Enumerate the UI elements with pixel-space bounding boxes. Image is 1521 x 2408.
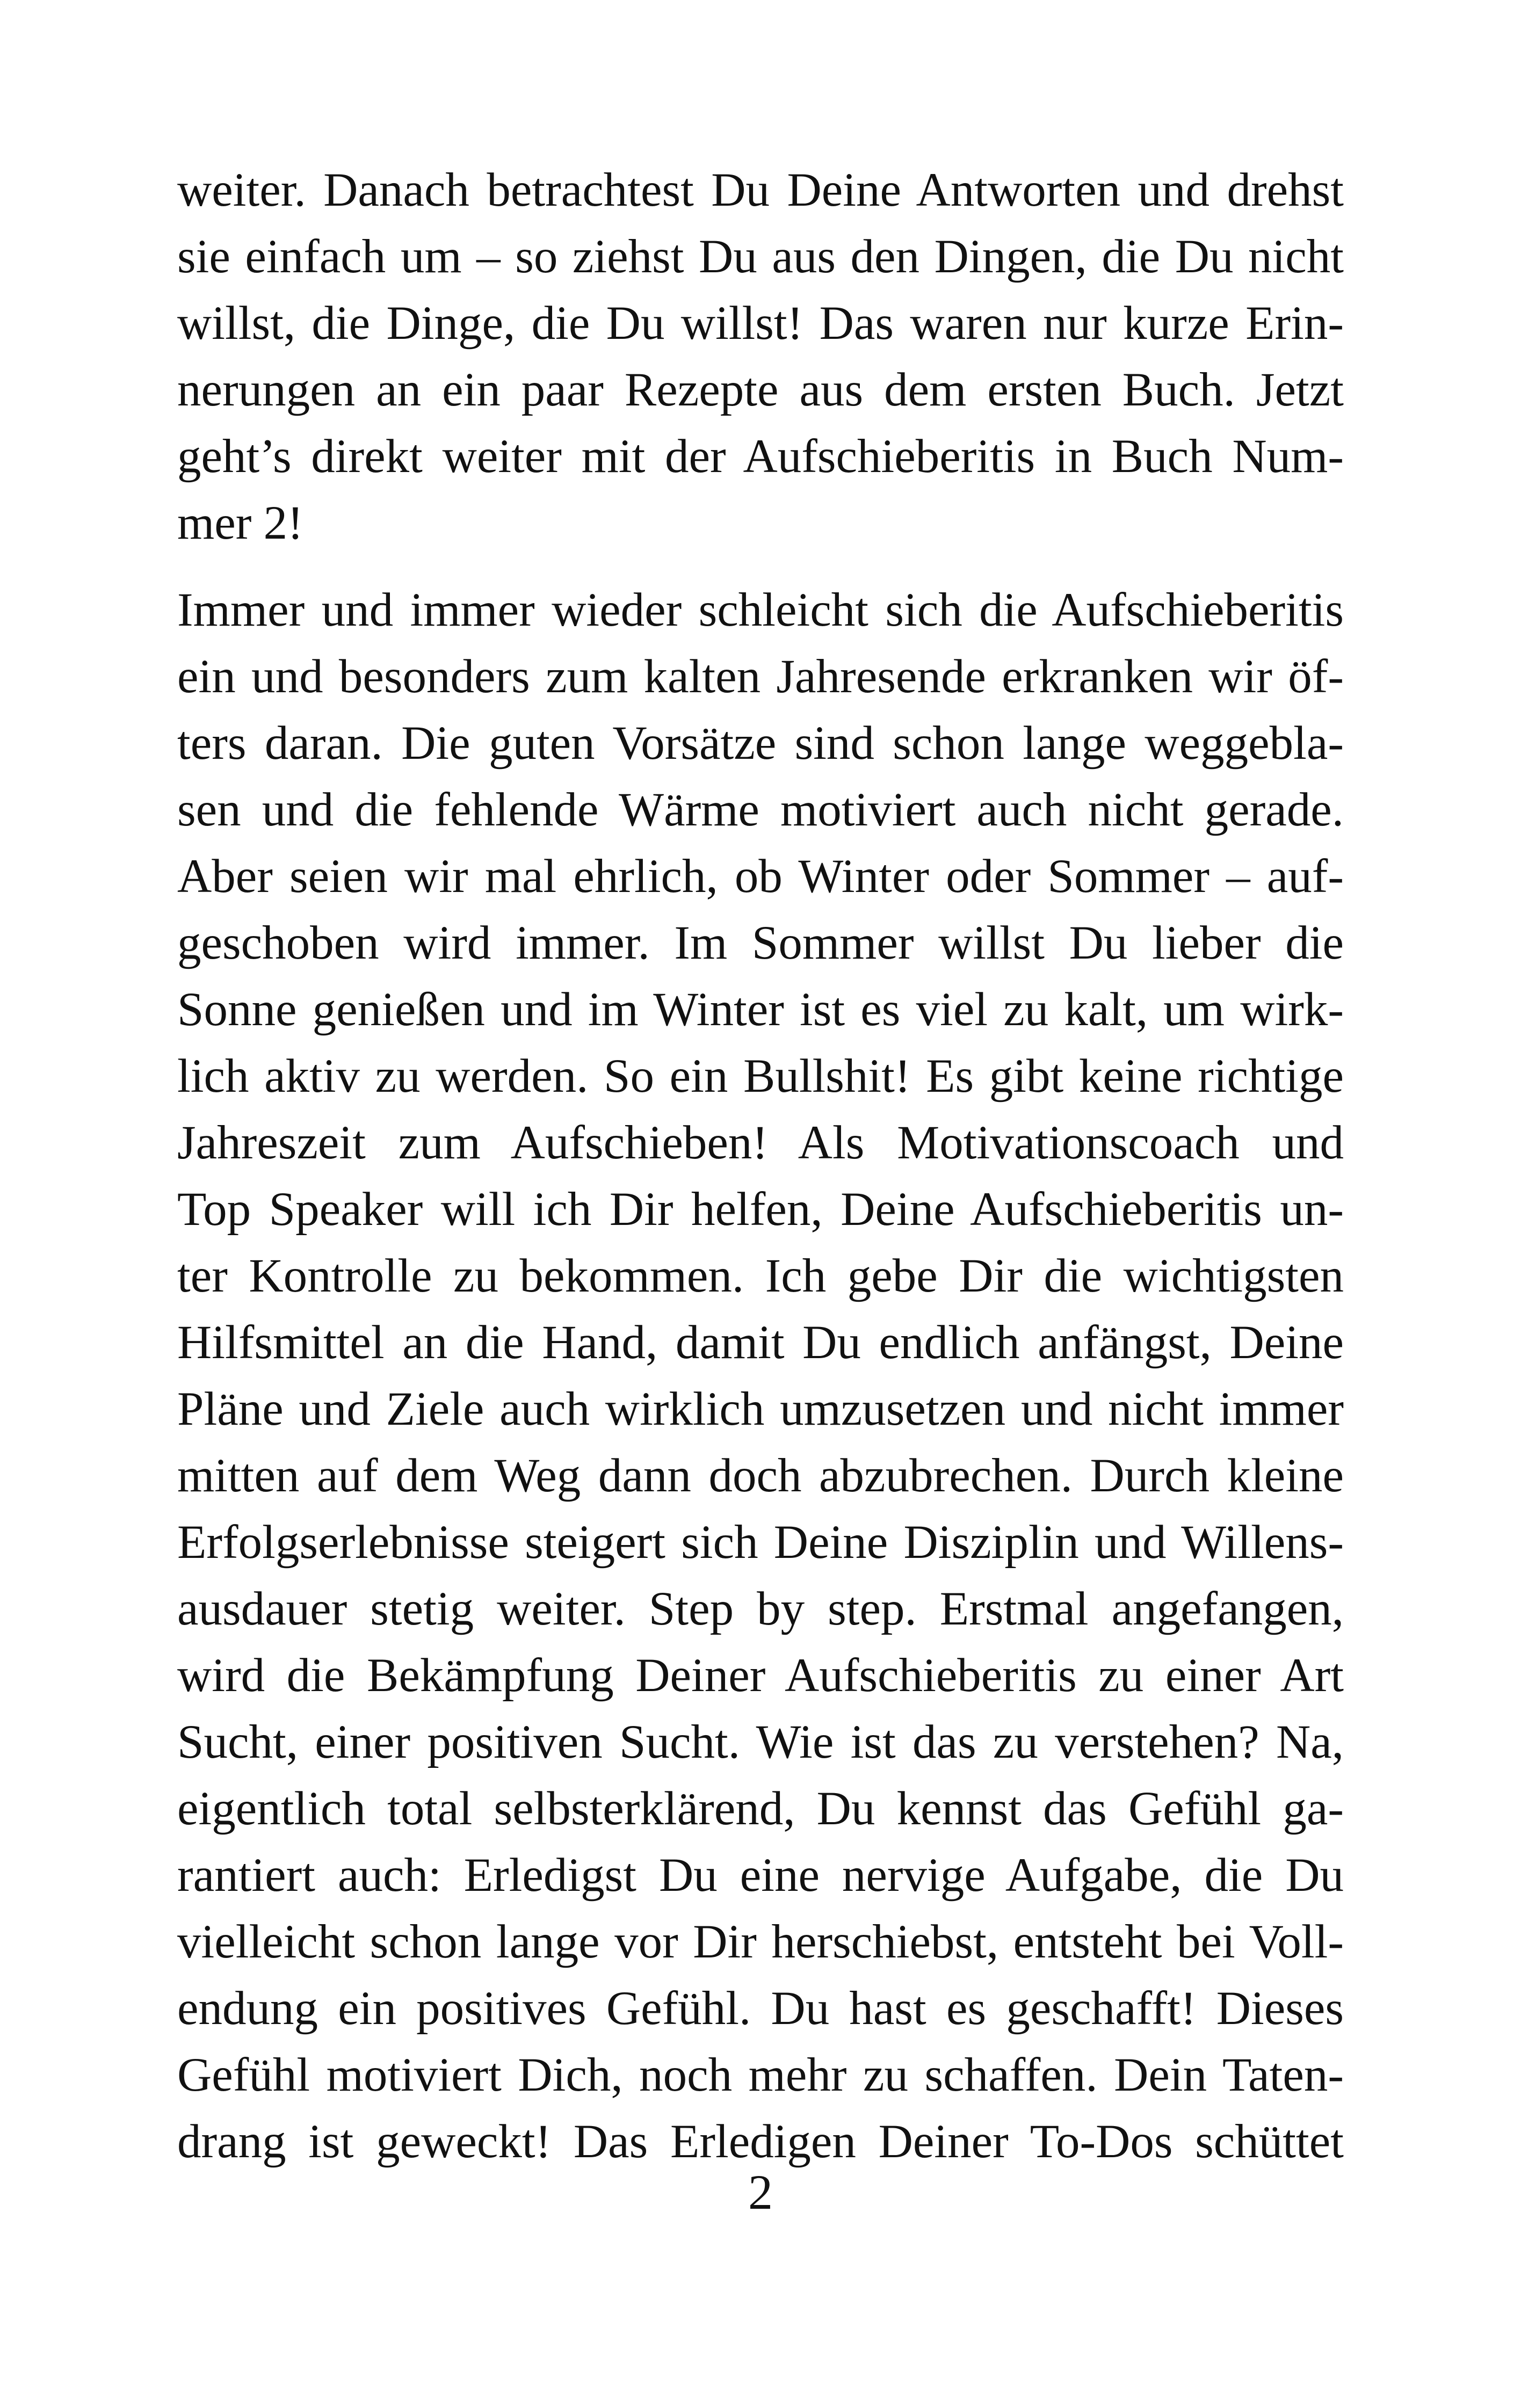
text-line: Erfolgserlebnisse steigert sich Deine Disziplin und Willens- (177, 1516, 1344, 1569)
text-line: eigentlich total selbsterklärend, Du kennst das Gefühl ga- (177, 1782, 1344, 1835)
text-line: lich aktiv zu werden. So ein Bullshit! Es gibt keine richtige (177, 1050, 1344, 1103)
text-line: Aber seien wir mal ehrlich, ob Winter oder Sommer – auf- (177, 850, 1344, 903)
text-line: weiter. Danach betrachtest Du Deine Antworten und drehst (177, 164, 1344, 216)
text-line: geschoben wird immer. Im Sommer willst Du lieber die (177, 917, 1344, 969)
text-line: Immer und immer wieder schleicht sich die Aufschieberitis (177, 584, 1344, 636)
body-text (177, 157, 1344, 2175)
page-number: 2 (748, 2165, 773, 2220)
text-line: mitten auf dem Weg dann doch abzubrechen. Durch kleine (177, 1449, 1344, 1502)
text-line: vielleicht schon lange vor Dir herschiebst, entsteht bei Voll- (177, 1916, 1344, 1968)
paragraph-1 (177, 157, 1344, 556)
text-line: mer 2! (177, 497, 303, 549)
text-line: ters daran. Die guten Vorsätze sind schon lange weggebla- (177, 717, 1344, 770)
text-line: Jahreszeit zum Aufschieben! Als Motivationscoach und (177, 1116, 1344, 1169)
text-line: sie einfach um – so ziehst Du aus den Dingen, die Du nicht (177, 230, 1344, 283)
text-line: ter Kontrolle zu bekommen. Ich gebe Dir die wichtigsten (177, 1250, 1344, 1302)
text-line: endung ein positives Gefühl. Du hast es geschafft! Dieses (177, 1982, 1344, 2035)
paragraph-spacer (177, 556, 1344, 577)
text-line: Sucht, einer positiven Sucht. Wie ist das zu verstehen? Na, (177, 1716, 1344, 1768)
text-line: Hilfsmittel an die Hand, damit Du endlich anfängst, Deine (177, 1316, 1344, 1369)
text-line: Sonne genießen und im Winter ist es viel zu kalt, um wirk- (177, 983, 1344, 1036)
text-line: geht’s direkt weiter mit der Aufschieberitis in Buch Num- (177, 430, 1344, 483)
text-line: willst, die Dinge, die Du willst! Das waren nur kurze Erin- (177, 297, 1344, 350)
text-line: Pläne und Ziele auch wirklich umzusetzen und nicht immer (177, 1383, 1344, 1435)
text-line: sen und die fehlende Wärme motiviert auch nicht gerade. (177, 784, 1344, 836)
text-line: rantiert auch: Erledigst Du eine nervige Aufgabe, die Du (177, 1849, 1344, 1902)
text-line: wird die Bekämpfung Deiner Aufschieberitis zu einer Art (177, 1649, 1344, 1702)
paragraph-2 (177, 577, 1344, 2175)
text-line: Top Speaker will ich Dir helfen, Deine Aufschieberitis un- (177, 1183, 1344, 1236)
text-line: ein und besonders zum kalten Jahresende erkranken wir öf- (177, 650, 1344, 703)
text-line: ausdauer stetig weiter. Step by step. Erstmal angefangen, (177, 1583, 1344, 1635)
text-line: Gefühl motiviert Dich, noch mehr zu schaffen. Dein Taten- (177, 2049, 1344, 2101)
text-line: drang ist geweckt! Das Erledigen Deiner To-Dos schüttet (177, 2115, 1344, 2168)
text-line: nerungen an ein paar Rezepte aus dem ersten Buch. Jetzt (177, 364, 1344, 416)
